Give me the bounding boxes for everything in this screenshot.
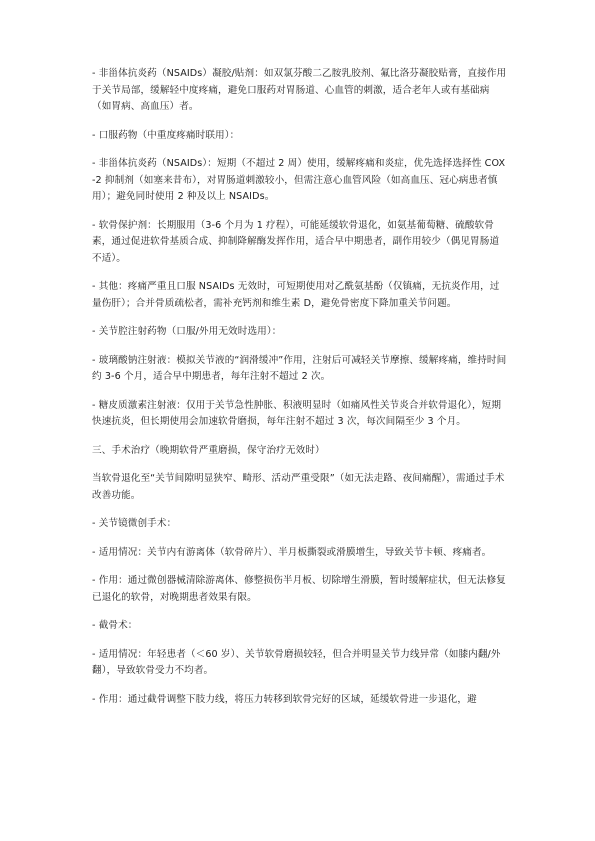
paragraph-surgery-intro: 当软骨退化至“关节间隙明显狭窄、畸形、活动严重受限”（如无法走路、夜间痛醒），需通过手术改善功能。	[92, 473, 505, 501]
paragraph-arthroscopy-heading: - 关节镜微创手术：	[92, 518, 177, 529]
paragraph-other-drugs: - 其他：疼痛严重且口服 NSAIDs 无效时，可短期使用对乙酰氨基酚（仅镇痛，无抗炎作用，过量伤肝）；合并骨质疏松者，需补充钙剂和维生素 D，避免骨密度下降加重关节问题。	[92, 281, 500, 309]
paragraph-corticosteroid-injection: - 糖皮质激素注射液：仅用于关节急性肿胀、积液明显时（如痛风性关节炎合并软骨退化），短期快速抗炎，但长期使用会加速软骨磨损，每年注射不超过 3 次，每次间隔至少 3 个月。	[92, 399, 502, 427]
paragraph-osteotomy-heading: - 截骨术：	[92, 620, 138, 631]
paragraph-injection-heading: - 关节腔注射药物（口服/外用无效时选用）：	[92, 326, 282, 337]
paragraph-oral-nsaids: - 非甾体抗炎药（NSAIDs）：短期（不超过 2 周）使用，缓解疼痛和炎症，优先选择选择性 COX-2 抑制剂（如塞来昔布），对胃肠道刺激较小，但需注意心血管风险（如高血压、冠心病患者慎用）；避免同时使用 2 种及以上 NSAIDs。	[92, 158, 506, 202]
paragraph-arthroscopy-effect: - 作用：通过微创器械清除游离体、修整损伤半月板、切除增生滑膜，暂时缓解症状，但无法修复已退化的软骨，对晚期患者效果有限。	[92, 575, 506, 603]
paragraph-osteotomy-indication: - 适用情况：年轻患者（＜60 岁）、关节软骨磨损较轻，但合并明显关节力线异常（如膝内翻/外翻），导致软骨受力不均者。	[92, 648, 501, 676]
section-heading-surgery: 三、手术治疗（晚期软骨严重磨损，保守治疗无效时）	[92, 444, 325, 456]
paragraph-oral-drugs-heading: - 口服药物（中重度疼痛时联用）：	[92, 129, 240, 141]
paragraph-arthroscopy-indication: - 适用情况：关节内有游离体（软骨碎片）、半月板撕裂或滑膜增生，导致关节卡顿、疼痛者。	[92, 546, 492, 558]
paragraph-cartilage-protectors: - 软骨保护剂：长期服用（3-6 个月为 1 疗程），可能延缓软骨退化，如氨基葡萄糖、硫酸软骨素，通过促进软骨基质合成、抑制降解酶发挥作用，适合早中期患者，副作用较少（偶见胃肠道不适）。	[92, 219, 500, 264]
paragraph-osteotomy-effect: - 作用：通过截骨调整下肢力线，将压力转移到软骨完好的区域，延缓软骨进一步退化，避	[92, 693, 477, 705]
paragraph-topical-nsaids: - 非甾体抗炎药（NSAIDs）凝胶/贴剂：如双氯芬酸二乙胺乳胶剂、氟比洛芬凝胶贴膏，直接作用于关节局部，缓解轻中度疼痛，避免口服药对胃肠道、心血管的刺激，适合老年人或有基础病（如胃病、高血压）者。	[92, 68, 507, 112]
document-body	[92, 66, 507, 720]
paragraph-hyaluronate-injection: - 玻璃酸钠注射液：模拟关节液的“润滑缓冲”作用，注射后可减轻关节摩擦、缓解疼痛，维持时间约 3-6 个月，适合早中期患者，每年注射不超过 2 次。	[92, 354, 507, 382]
